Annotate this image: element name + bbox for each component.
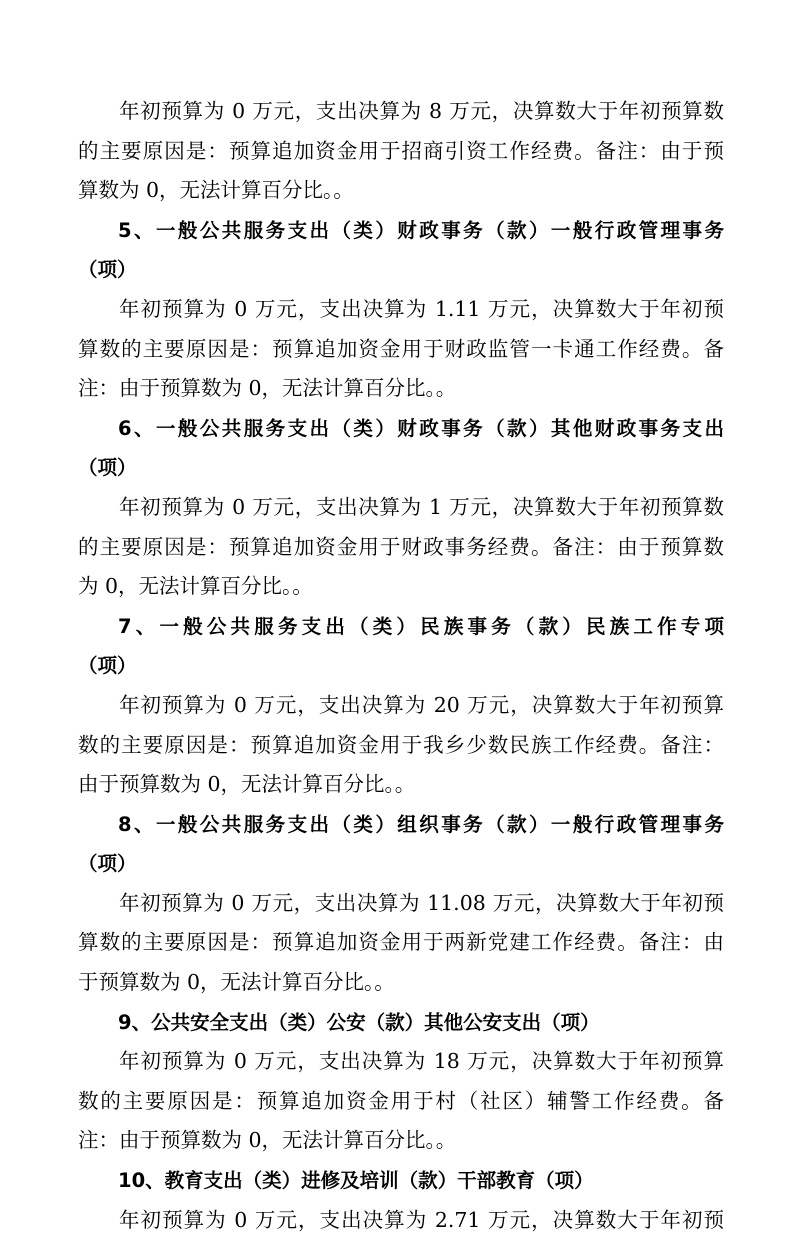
section-heading-5: 5、一般公共服务支出（类）财政事务（款）一般行政管理事务 (118, 218, 724, 242)
paragraph-line: 算数的主要原因是：预算追加资金用于财政监管一卡通工作经费。备 (78, 336, 724, 361)
section-heading-7-cont: （项） (78, 654, 137, 678)
section-heading-7: 7、一般公共服务支出（类）民族事务（款）民族工作专项 (118, 614, 724, 638)
paragraph-line: 年初预算为 0 万元，支出决算为 8 万元，决算数大于年初预算数 (119, 99, 724, 123)
paragraph-line: 年初预算为 0 万元，支出决算为 2.71 万元，决算数大于年初预 (119, 1207, 724, 1232)
paragraph-line: 年初预算为 0 万元，支出决算为 1.11 万元，决算数大于年初预 (119, 296, 724, 321)
paragraph-line: 年初预算为 0 万元，支出决算为 1 万元，决算数大于年初预算数 (119, 494, 724, 519)
paragraph-line: 注：由于预算数为 0，无法计算百分比。。 (78, 1128, 457, 1153)
paragraph-line: 数的主要原因是：预算追加资金用于我乡少数民族工作经费。备注： (78, 732, 724, 757)
paragraph-line: 为 0，无法计算百分比。。 (78, 574, 313, 599)
section-heading-8: 8、一般公共服务支出（类）组织事务（款）一般行政管理事务 (118, 812, 724, 836)
paragraph-line: 注：由于预算数为 0，无法计算百分比。。 (78, 376, 457, 401)
paragraph-line: 由于预算数为 0，无法计算百分比。。 (78, 772, 416, 797)
section-heading-5-cont: （项） (78, 258, 137, 282)
paragraph-line: 数的主要原因是：预算追加资金用于村（社区）辅警工作经费。备 (78, 1088, 724, 1113)
section-heading-10: 10、教育支出（类）进修及培训（款）干部教育（项） (118, 1169, 594, 1193)
paragraph-line: 于预算数为 0，无法计算百分比。。 (78, 970, 395, 995)
paragraph-line: 的主要原因是：预算追加资金用于财政事务经费。备注：由于预算数 (78, 534, 724, 559)
section-heading-6: 6、一般公共服务支出（类）财政事务（款）其他财政事务支出 (118, 416, 724, 440)
section-heading-9: 9、公共安全支出（类）公安（款）其他公安支出（项） (118, 1010, 600, 1034)
paragraph-line: 的主要原因是：预算追加资金用于招商引资工作经费。备注：由于预 (78, 138, 724, 163)
paragraph-line: 年初预算为 0 万元，支出决算为 18 万元，决算数大于年初预算 (119, 1049, 724, 1074)
section-heading-8-cont: （项） (78, 852, 137, 876)
document-page (78, 92, 724, 1240)
paragraph-line: 年初预算为 0 万元，支出决算为 11.08 万元，决算数大于年初预 (119, 890, 724, 915)
paragraph-line: 年初预算为 0 万元，支出决算为 20 万元，决算数大于年初预算 (119, 692, 724, 717)
section-heading-6-cont: （项） (78, 456, 137, 480)
paragraph-line: 算数的主要原因是：预算追加资金用于两新党建工作经费。备注：由 (78, 930, 724, 955)
paragraph-line: 算数为 0，无法计算百分比。。 (78, 178, 354, 203)
